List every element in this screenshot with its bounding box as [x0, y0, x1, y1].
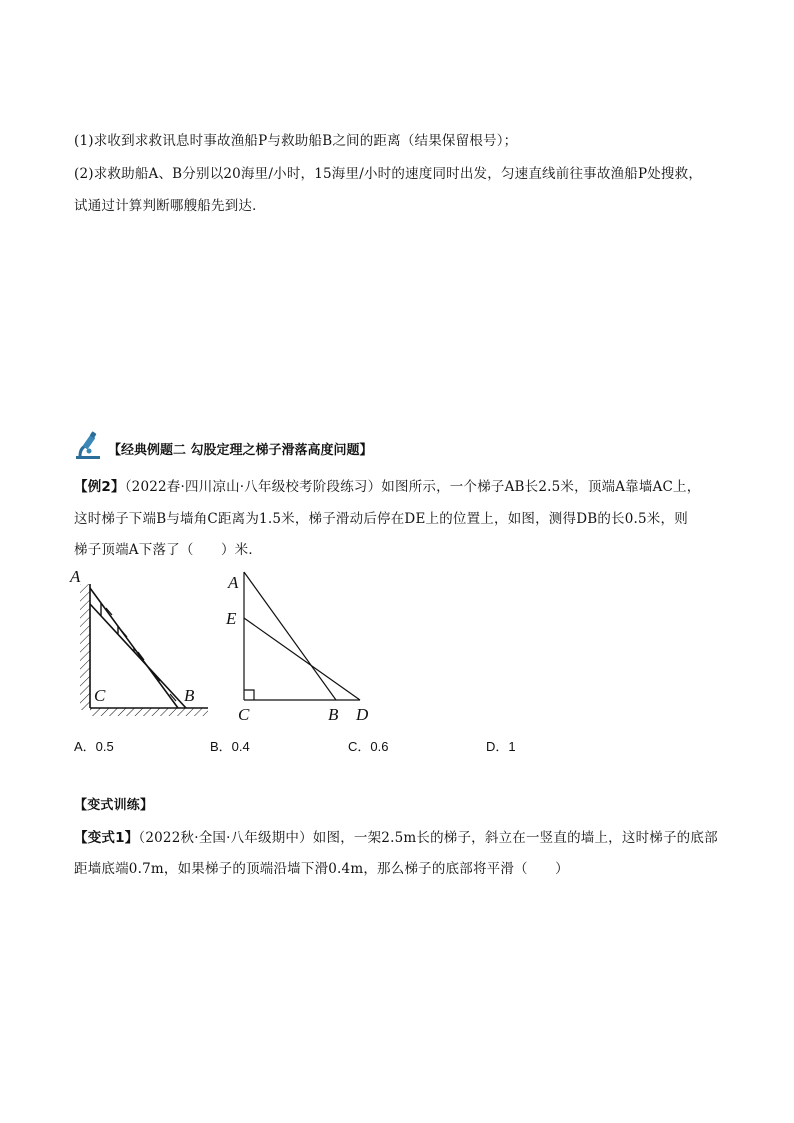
- label-E: E: [226, 609, 237, 628]
- variant-1-text-1: （2022秋·全国·八年级期中）如图，一架2.5m长的梯子，斜立在一竖直的墙上，这时梯子的底部: [138, 830, 718, 846]
- label-B: B: [184, 686, 195, 705]
- example-2-line-2: 这时梯子下端B与墙角C距离为1.5米，梯子滑动后停在DE上的位置上，如图，测得DB的长0.5米，则: [74, 511, 688, 527]
- variant-1-tag: 【变式1】: [74, 830, 139, 846]
- section-heading: [74, 433, 373, 463]
- question-part-2-line-2: 试通过计算判断哪艘船先到达．: [74, 198, 266, 214]
- question-part-2-line-1: (2)求救助船A、B分别以20海里/小时，15海里/小时的速度同时出发，匀速直线前往事故渔船P处搜救，: [74, 166, 703, 182]
- label-C: C: [94, 686, 106, 705]
- label-A: A: [70, 567, 81, 586]
- example-2-line-3: 梯子顶端A下落了（ ）米．: [74, 542, 263, 558]
- option-c: C．0.6: [348, 739, 389, 754]
- section-heading-text: 【经典例题二 勾股定理之梯子滑落高度问题】: [108, 442, 373, 458]
- ladder-wall-figure: [66, 564, 216, 724]
- geometry-figure: [222, 566, 382, 728]
- label-D: D: [356, 705, 369, 724]
- question-part-1: (1)求收到求救讯息时事故渔船P与救助船B之间的距离（结果保留根号）；: [74, 133, 518, 149]
- variant-1-line-2: 距墙底端0.7m，如果梯子的顶端沿墙下滑0.4m，那么梯子的底部将平滑（ ）: [74, 861, 569, 877]
- option-d: D．1: [486, 739, 516, 754]
- label-B: B: [328, 705, 339, 724]
- option-b: B．0.4: [210, 739, 250, 754]
- example-2-line-1: [74, 477, 700, 497]
- label-A: A: [228, 573, 239, 592]
- variant-heading: 【变式训练】: [74, 798, 154, 813]
- microscope-icon: [74, 431, 104, 465]
- variant-1-line-1: [74, 828, 718, 848]
- example-2-tag: 【例2】: [74, 479, 125, 495]
- option-a: A．0.5: [74, 739, 114, 754]
- example-2-text-1: （2022春·四川凉山·八年级校考阶段练习）如图所示，一个梯子AB长2.5米，顶端A靠墙AC上，: [124, 479, 701, 495]
- label-C: C: [238, 705, 250, 724]
